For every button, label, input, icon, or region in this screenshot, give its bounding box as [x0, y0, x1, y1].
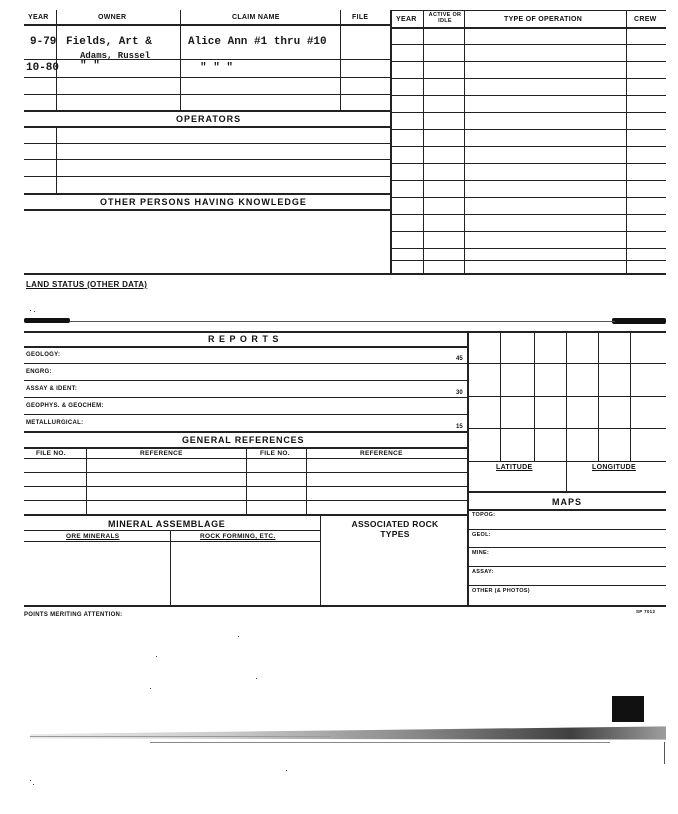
- row2-year: 10-80: [26, 62, 60, 74]
- rule: [24, 431, 468, 433]
- report-geology-num: 45: [456, 356, 463, 362]
- rule: [467, 428, 666, 429]
- rule: [86, 447, 87, 514]
- rule: [24, 363, 468, 364]
- report-geophys: GEOPHYS. & GEOCHEM:: [26, 403, 104, 409]
- report-metallurgical-num: 15: [456, 424, 463, 430]
- ref-col-reference-1: REFERENCE: [140, 450, 183, 457]
- associated-rock-types-header: ASSOCIATED ROCK TYPES: [351, 519, 439, 539]
- ore-minerals-label: ORE MINERALS: [66, 533, 120, 540]
- report-assay-num: 30: [456, 390, 463, 396]
- form-number: SP 7012: [636, 609, 656, 614]
- rule: [24, 273, 666, 275]
- scan-mark: [612, 696, 644, 722]
- rule: [390, 44, 666, 45]
- rule: [390, 260, 666, 261]
- rule: [24, 346, 468, 348]
- scan-line: [30, 736, 330, 737]
- speck: [33, 784, 34, 785]
- rule: [320, 514, 321, 606]
- longitude-label: LONGITUDE: [592, 464, 636, 471]
- rule: [390, 180, 666, 181]
- rule: [390, 61, 666, 62]
- rule: [467, 566, 666, 567]
- rule: [390, 129, 666, 130]
- speck: [156, 656, 157, 657]
- rule: [390, 78, 666, 79]
- rule: [56, 10, 57, 110]
- rule: [566, 331, 567, 491]
- row1-owner: Fields, Art &: [66, 36, 152, 48]
- maps-geol: GEOL:: [472, 532, 491, 538]
- maps-assay: ASSAY:: [472, 569, 494, 575]
- rule: [390, 163, 666, 164]
- rule: [423, 10, 424, 274]
- report-engrg: ENGRG:: [26, 369, 52, 375]
- ref-col-reference-2: REFERENCE: [360, 450, 403, 457]
- rule: [180, 10, 181, 110]
- col-header-year: YEAR: [28, 14, 49, 21]
- rule: [467, 585, 666, 586]
- rule: [467, 491, 666, 493]
- row2-claim: " " ": [200, 62, 234, 74]
- rock-forming-label: ROCK FORMING, ETC.: [200, 533, 276, 540]
- rule: [467, 363, 666, 364]
- row2-owner-ditto: " ": [80, 60, 100, 72]
- report-geology: GEOLOGY:: [26, 352, 61, 358]
- rule: [246, 447, 247, 514]
- rule: [56, 126, 57, 194]
- operators-header: OPERATORS: [176, 114, 242, 124]
- land-status-label: LAND STATUS (OTHER DATA): [26, 280, 148, 289]
- rule: [390, 146, 666, 147]
- rule: [24, 159, 390, 160]
- scan-mark: [612, 318, 666, 324]
- col-header-file: FILE: [352, 14, 369, 21]
- scan-mark: [24, 318, 70, 323]
- rule: [467, 509, 666, 511]
- col-header-active-idle: ACTIVE OR IDLE: [428, 12, 462, 24]
- rule: [24, 605, 666, 607]
- rule: [390, 95, 666, 96]
- rule: [390, 27, 666, 29]
- rule: [390, 10, 392, 274]
- maps-other: OTHER (& PHOTOS): [472, 588, 530, 594]
- other-persons-header: OTHER PERSONS HAVING KNOWLEDGE: [100, 197, 307, 207]
- rule: [70, 321, 615, 322]
- rule: [24, 541, 320, 542]
- rule: [390, 231, 666, 232]
- rule: [24, 143, 390, 144]
- ref-col-file-no-2: FILE NO.: [260, 450, 290, 457]
- rule: [24, 380, 468, 381]
- rule: [24, 77, 390, 78]
- maps-topog: TOPOG:: [472, 512, 496, 518]
- maps-header: MAPS: [552, 497, 583, 507]
- report-metallurgical: METALLURGICAL:: [26, 420, 84, 426]
- rule: [24, 59, 390, 60]
- report-assay: ASSAY & IDENT:: [26, 386, 78, 392]
- rule: [390, 10, 666, 11]
- rule: [24, 126, 390, 128]
- col-header-op-year: YEAR: [396, 16, 417, 23]
- scan-smear: [30, 722, 666, 744]
- rule: [24, 514, 468, 516]
- scan-line: [150, 742, 610, 743]
- rule: [24, 209, 390, 211]
- rule: [390, 248, 666, 249]
- rule: [467, 529, 666, 530]
- rule: [24, 331, 666, 333]
- reports-header: R E P O R T S: [208, 334, 280, 344]
- rule: [306, 447, 307, 514]
- speck: [286, 770, 287, 771]
- col-header-owner: OWNER: [98, 14, 127, 21]
- col-header-type-of-operation: TYPE OF OPERATION: [504, 16, 583, 23]
- rule: [626, 10, 627, 274]
- row2-owner: Adams, Russel: [80, 51, 151, 61]
- rule: [390, 197, 666, 198]
- speck: [34, 311, 35, 312]
- general-references-header: GENERAL REFERENCES: [182, 435, 305, 445]
- rule: [24, 530, 320, 531]
- col-header-crew: CREW: [634, 16, 657, 23]
- speck: [256, 678, 257, 679]
- speck: [238, 636, 239, 637]
- rule: [24, 414, 468, 415]
- rule: [467, 461, 666, 462]
- rule: [24, 176, 390, 177]
- maps-mine: MINE:: [472, 550, 490, 556]
- rule: [24, 94, 390, 95]
- row1-year: 9-79: [30, 36, 57, 48]
- ref-col-file-no-1: FILE NO.: [36, 450, 66, 457]
- rule: [467, 396, 666, 397]
- speck: [30, 310, 31, 311]
- rule: [24, 24, 390, 26]
- rule: [390, 214, 666, 215]
- mineral-assemblage-header: MINERAL ASSEMBLAGE: [108, 519, 226, 529]
- latitude-label: LATITUDE: [496, 464, 533, 471]
- rule: [24, 397, 468, 398]
- scan-line: [664, 742, 665, 764]
- speck: [150, 688, 151, 689]
- rule: [464, 10, 465, 274]
- col-header-claim-name: CLAIM NAME: [232, 14, 280, 21]
- rule: [467, 547, 666, 548]
- rule: [340, 10, 341, 110]
- rule: [24, 193, 390, 195]
- speck: [30, 780, 31, 781]
- rule: [24, 110, 390, 112]
- row1-claim: Alice Ann #1 thru #10: [188, 36, 327, 48]
- rule: [390, 112, 666, 113]
- points-meriting-label: POINTS MERITING ATTENTION:: [24, 612, 123, 618]
